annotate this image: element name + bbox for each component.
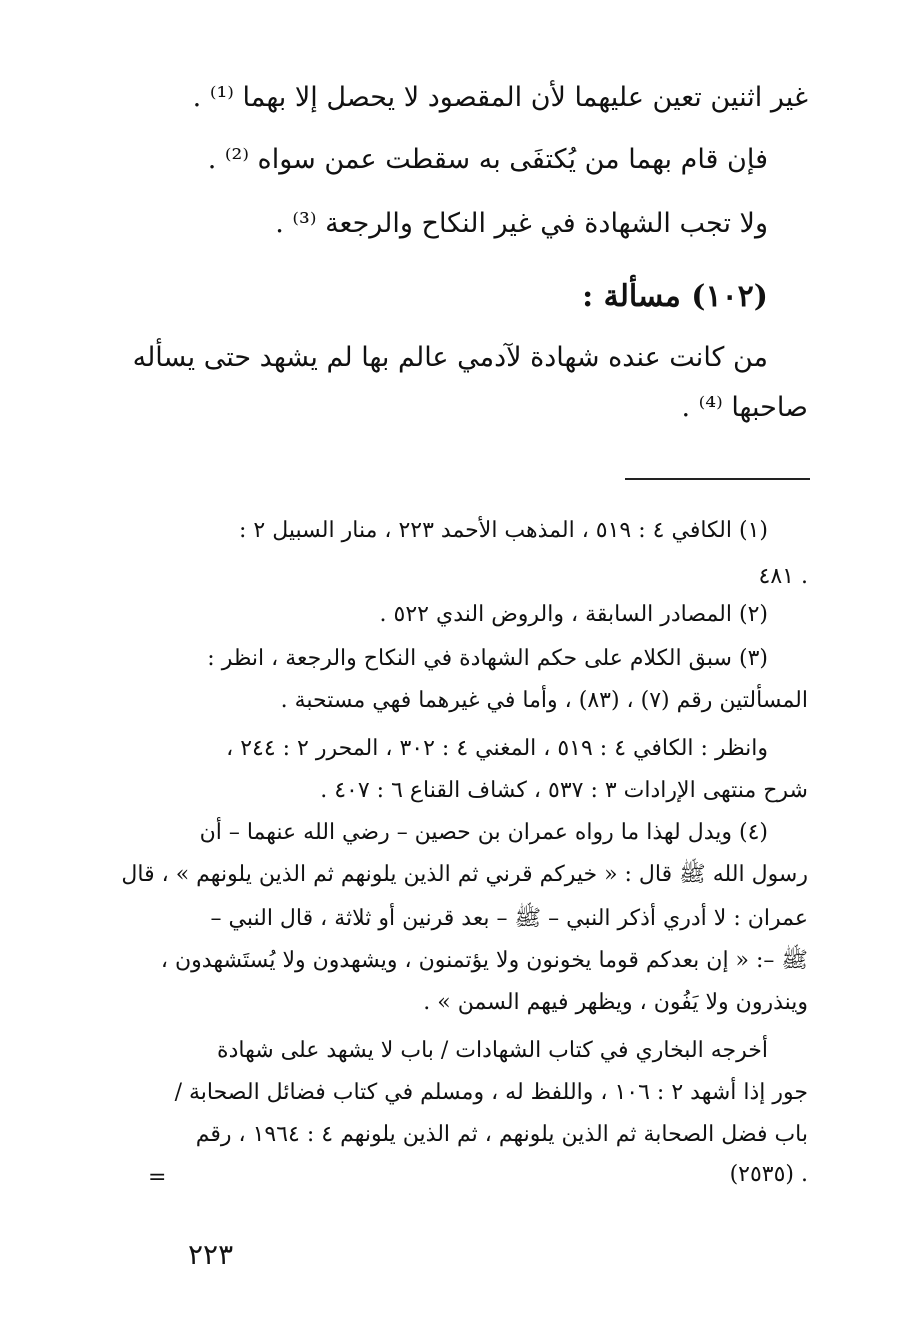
page-number: ٢٢٣ — [188, 1238, 234, 1271]
footnote-line: (١) الكافي ٤ : ٥١٩ ، المذهب الأحمد ٢٢٣ ، منار السبيل ٢ : — [239, 518, 768, 543]
issue-heading: (١٠٢) مسألة : — [582, 279, 768, 314]
text-line: من كانت عنده شهادة لآدمي عالم بها لم يشهد حتى يسأله — [132, 342, 768, 373]
text-line: فإن قام بهما من يُكتفَى به سقطت عمن سواه ⁽²⁾ . — [207, 144, 768, 175]
footnote-line: (٢٥٣٥) . — [729, 1162, 808, 1187]
footnote-separator — [625, 478, 810, 480]
footnote-line: جور إذا أشهد ٢ : ١٠٦ ، واللفظ له ، ومسلم في كتاب فضائل الصحابة / — [174, 1080, 808, 1105]
footnote-line: رسول الله ﷺ قال : « خيركم قرني ثم الذين يلونهم ثم الذين يلونهم » ، قال — [121, 862, 808, 887]
footnote-line: باب فضل الصحابة ثم الذين يلونهم ، ثم الذين يلونهم ٤ : ١٩٦٤ ، رقم — [195, 1122, 808, 1147]
footnote-line: (٣) سبق الكلام على حكم الشهادة في النكاح والرجعة ، انظر : — [207, 646, 768, 671]
footnote-line: ﷺ –: « إن بعدكم قوما يخونون ولا يؤتمنون ، ويشهدون ولا يُستَشهدون ، — [160, 948, 808, 973]
footnote-line: أخرجه البخاري في كتاب الشهادات / باب لا يشهد على شهادة — [217, 1038, 768, 1063]
footnote-line: (٢) المصادر السابقة ، والروض الندي ٥٢٢ . — [379, 602, 768, 627]
text-line: غير اثنين تعين عليهما لأن المقصود لا يحصل إلا بهما ⁽¹⁾ . — [192, 82, 808, 113]
footnote-line: المسألتين رقم (٧) ، (٨٣) ، وأما في غيرهما فهي مستحبة . — [280, 688, 808, 713]
continuation-mark: = — [148, 1165, 167, 1190]
footnote-line: عمران : لا أدري أذكر النبي – ﷺ – بعد قرنين أو ثلاثة ، قال النبي – — [210, 906, 808, 931]
footnote-line: وينذرون ولا يَفُون ، ويظهر فيهم السمن » . — [423, 990, 808, 1015]
text-line: صاحبها ⁽⁴⁾ . — [681, 392, 808, 423]
text-line: ولا تجب الشهادة في غير النكاح والرجعة ⁽³⁾ . — [275, 208, 768, 239]
footnote-line: شرح منتهى الإرادات ٣ : ٥٣٧ ، كشاف القناع ٦ : ٤٠٧ . — [320, 778, 808, 803]
footnote-line: وانظر : الكافي ٤ : ٥١٩ ، المغني ٤ : ٣٠٢ ، المحرر ٢ : ٢٤٤ ، — [226, 736, 768, 761]
footnote-line: (٤) ويدل لهذا ما رواه عمران بن حصين – رضي الله عنهما – أن — [199, 820, 768, 845]
footnote-line: ٤٨١ . — [758, 564, 808, 589]
